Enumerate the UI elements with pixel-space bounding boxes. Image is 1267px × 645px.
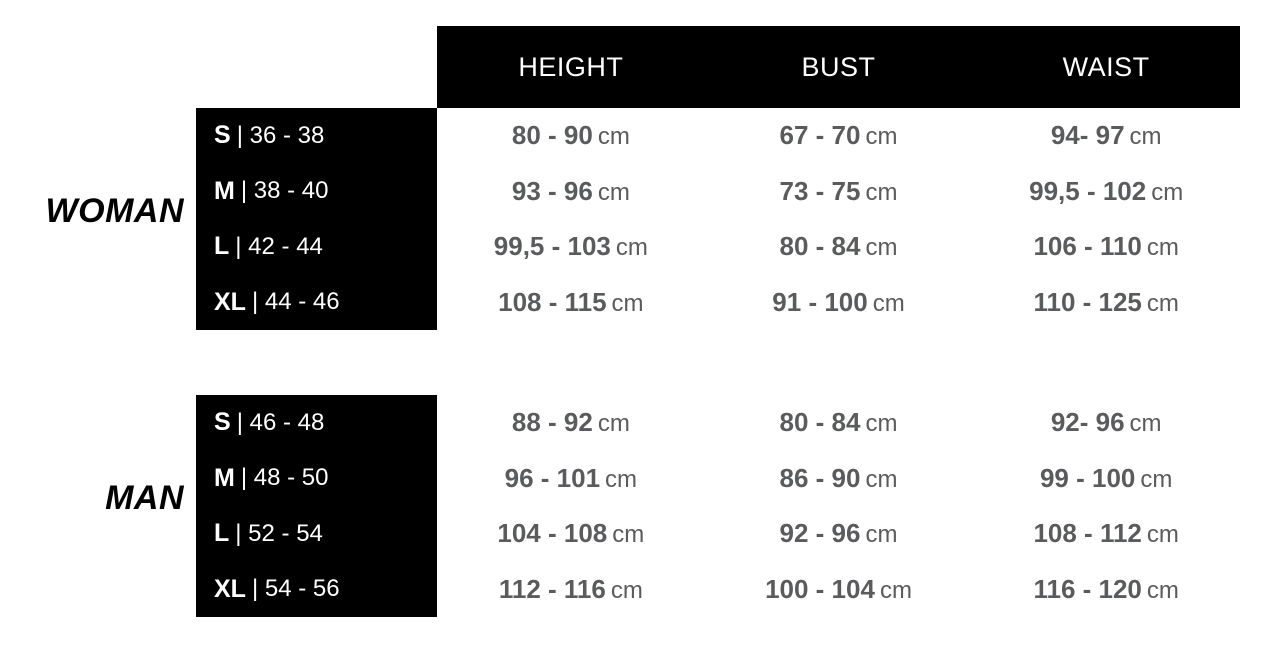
size-code: L: [214, 232, 230, 261]
size-range: | 52 - 54: [235, 519, 323, 547]
value: 88 - 92: [511, 407, 593, 438]
table-row: [437, 451, 1240, 507]
cell-bust: [705, 231, 973, 262]
cell-bust: [705, 176, 973, 207]
unit: cm: [865, 178, 898, 206]
size-cell: [196, 164, 437, 220]
size-code: XL: [214, 574, 246, 603]
cell-waist: [972, 287, 1240, 318]
size-cell: [196, 451, 437, 507]
unit: cm: [872, 289, 905, 317]
unit: cm: [865, 465, 898, 493]
value: 92- 96: [1050, 407, 1125, 438]
unit: cm: [1151, 178, 1184, 206]
cell-bust: [705, 518, 973, 549]
table-row: [437, 395, 1240, 451]
unit: cm: [865, 521, 898, 549]
size-range: | 46 - 48: [236, 408, 325, 436]
unit: cm: [611, 289, 644, 317]
value: 110 - 125: [1033, 286, 1142, 317]
size-cell: [196, 219, 437, 275]
value: 108 - 112: [1033, 518, 1142, 549]
value: 112 - 116: [498, 573, 606, 604]
unit: cm: [1146, 234, 1179, 262]
column-header-bust: BUST: [801, 51, 876, 82]
unit: cm: [865, 123, 898, 151]
measurements-woman: [437, 108, 1240, 330]
cell-waist: [972, 574, 1240, 605]
size-code: M: [214, 176, 235, 205]
cell-height: [437, 176, 705, 207]
value: 86 - 90: [779, 462, 861, 493]
cell-waist: [972, 231, 1240, 262]
group-label-woman: WOMAN: [45, 192, 184, 230]
unit: cm: [1146, 289, 1179, 317]
size-range: | 36 - 38: [236, 121, 325, 149]
cell-waist: [972, 518, 1240, 549]
unit: cm: [1129, 123, 1162, 151]
cell-waist: [972, 407, 1240, 438]
size-code: XL: [214, 287, 246, 316]
cell-height: [437, 231, 705, 262]
value: 104 - 108: [497, 518, 608, 549]
size-cell: [196, 395, 437, 451]
size-range: | 44 - 46: [251, 288, 340, 316]
value: 73 - 75: [779, 175, 861, 206]
size-range: | 42 - 44: [235, 232, 323, 260]
value: 80 - 90: [511, 120, 593, 151]
unit: cm: [865, 234, 898, 262]
cell-bust: [705, 287, 973, 318]
cell-bust: [705, 407, 973, 438]
value: 106 - 110: [1033, 231, 1142, 262]
size-cell: [196, 275, 437, 331]
value: 94- 97: [1050, 120, 1125, 151]
cell-bust: [705, 120, 973, 151]
size-code: S: [214, 121, 231, 150]
value: 80 - 84: [779, 407, 861, 438]
size-cell: [196, 562, 437, 618]
size-range: | 48 - 50: [240, 464, 329, 492]
cell-height: [437, 407, 705, 438]
unit: cm: [597, 178, 630, 206]
unit: cm: [605, 465, 638, 493]
size-cell: [196, 108, 437, 164]
table-row: [437, 164, 1240, 220]
value: 108 - 115: [498, 286, 607, 317]
unit: cm: [615, 234, 648, 262]
table-header-row: [437, 26, 1240, 108]
size-code: L: [214, 519, 230, 548]
size-code: S: [214, 408, 231, 437]
cell-height: [437, 287, 705, 318]
size-column-woman: [196, 108, 437, 330]
unit: cm: [879, 576, 912, 604]
unit: cm: [597, 410, 630, 438]
cell-waist: [972, 120, 1240, 151]
value: 96 - 101: [504, 462, 601, 493]
cell-height: [437, 120, 705, 151]
value: 99,5 - 103: [493, 231, 611, 262]
size-range: | 38 - 40: [240, 177, 329, 205]
cell-height: [437, 574, 705, 605]
size-range: | 54 - 56: [251, 575, 340, 603]
table-row: [437, 108, 1240, 164]
table-row: [437, 275, 1240, 331]
unit: cm: [612, 521, 645, 549]
value: 80 - 84: [779, 231, 861, 262]
value: 93 - 96: [511, 175, 593, 206]
unit: cm: [1146, 521, 1179, 549]
table-row: [437, 219, 1240, 275]
table-row: [437, 562, 1240, 618]
cell-bust: [705, 574, 973, 605]
size-cell: [196, 506, 437, 562]
cell-height: [437, 463, 705, 494]
cell-waist: [972, 463, 1240, 494]
value: 92 - 96: [779, 518, 861, 549]
cell-bust: [705, 463, 973, 494]
unit: cm: [597, 123, 630, 151]
column-header-height: HEIGHT: [518, 51, 624, 82]
group-label-man: MAN: [105, 479, 184, 517]
unit: cm: [1129, 410, 1162, 438]
table-row: [437, 506, 1240, 562]
cell-waist: [972, 176, 1240, 207]
unit: cm: [1140, 465, 1173, 493]
measurements-man: [437, 395, 1240, 617]
unit: cm: [610, 576, 643, 604]
size-column-man: [196, 395, 437, 617]
value: 100 - 104: [765, 573, 875, 604]
value: 91 - 100: [772, 286, 868, 317]
column-header-waist: WAIST: [1062, 51, 1150, 82]
unit: cm: [1146, 576, 1179, 604]
value: 67 - 70: [779, 120, 861, 151]
value: 99 - 100: [1039, 462, 1136, 493]
value: 116 - 120: [1033, 573, 1142, 604]
unit: cm: [865, 410, 898, 438]
cell-height: [437, 518, 705, 549]
value: 99,5 - 102: [1029, 175, 1147, 206]
size-code: M: [214, 463, 235, 492]
